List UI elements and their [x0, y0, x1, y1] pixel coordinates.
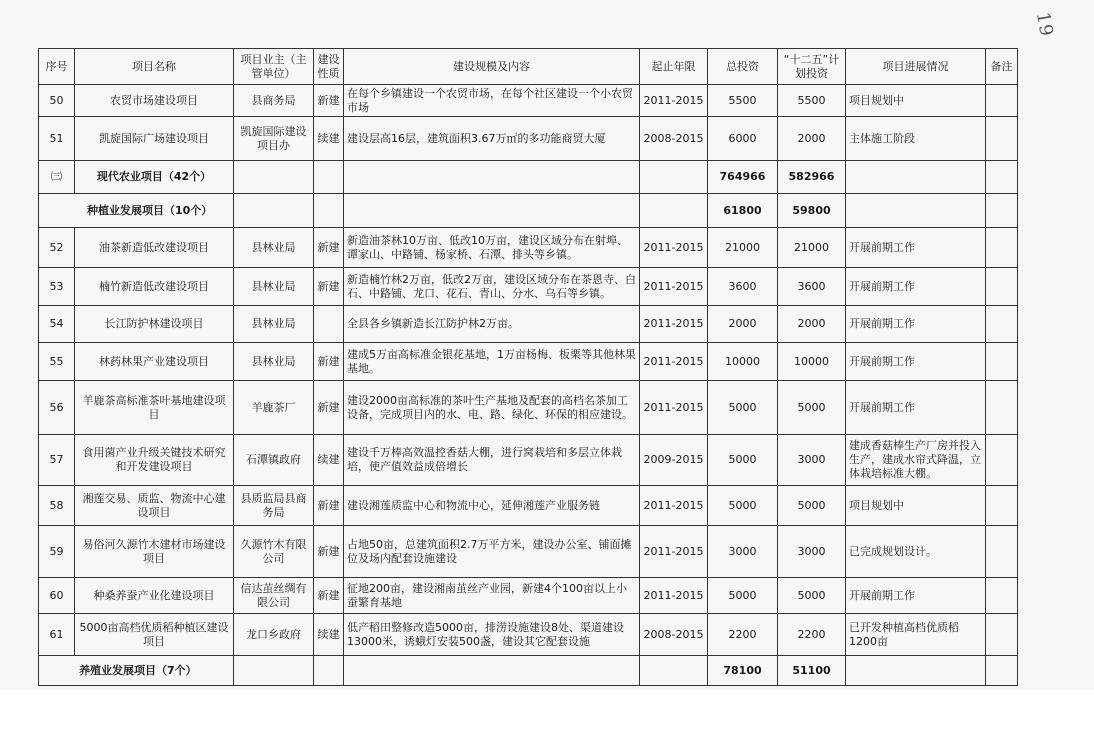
header-no: 序号 [39, 49, 75, 85]
table-row: 55 林药林果产业建设项目 县林业局 新建 建成5万亩高标准金银花基地，1万亩杨梅、板栗等其他林果基地。 2011-2015 10000 10000 开展前期工作 [39, 343, 1018, 381]
project-table [38, 48, 1018, 686]
section-row: ㈢ 现代农业项目（42个） 764966 582966 [39, 161, 1018, 194]
table-row: 54 长江防护林建设项目 县林业局 全县各乡镇新造长江防护林2万亩。 2011-2015 2000 2000 开展前期工作 [39, 306, 1018, 343]
table-row: 56 羊鹿茶高标准茶叶基地建设项目 羊鹿茶厂 新建 建设2000亩高标准的茶叶生产基地及配套的高档名茶加工设备，完成项目内的水、电、路、绿化、环保的相应建设。 2011-2015 5000 5000 开展前期工作 [39, 381, 1018, 435]
table-row: 52 油茶新造低改建设项目 县林业局 新建 新造油茶林10万亩、低改10万亩，建设区域分布在射埠、谭家山、中路铺、杨家桥、石潭、排头等乡镇。 2011-2015 21000 21000 开展前期工作 [39, 228, 1018, 268]
table-row: 57 食用菌产业升级关键技术研究和开发建设项目 石潭镇政府 续建 建设千万棒高效温控香菇大棚，进行窝栽培和多层立体栽培，使产值效益成倍增长 2009-2015 5000 3000 建成香菇棒生产厂房并投入生产，建成水帘式降温，立体栽培标准大棚。 [39, 435, 1018, 486]
header-total: 总投资 [708, 49, 778, 85]
header-progress: 项目进展情况 [846, 49, 986, 85]
header-owner: 项目业主（主管单位） [234, 49, 314, 85]
table-row: 59 易俗河久源竹木建材市场建设项目 久源竹木有限公司 新建 占地50亩，总建筑面积2.7万平方米，建设办公室、铺面摊位及场内配套设施建设 2011-2015 3000 3000 已完成规划设计。 [39, 526, 1018, 578]
header-plan: “十二五”计划投资 [778, 49, 846, 85]
table-row: 50 农贸市场建设项目 县商务局 新建 在每个乡镇建设一个农贸市场，在每个社区建设一个小农贸市场 2011-2015 5500 5500 项目规划中 [39, 85, 1018, 117]
subsection-row: 种植业发展项目（10个） 61800 59800 [39, 194, 1018, 228]
header-row [39, 49, 1018, 85]
table-row: 53 楠竹新造低改建设项目 县林业局 新建 新造楠竹林2万亩，低改2万亩，建设区域分布在茶恩寺、白石、中路铺、龙口、花石、青山、分水、乌石等乡镇。 2011-2015 3600 3600 开展前期工作 [39, 268, 1018, 306]
header-remark: 备注 [986, 49, 1018, 85]
table-row: 51 凯旋国际广场建设项目 凯旋国际建设项目办 续建 建设层高16层，建筑面积3.67万㎡的多功能商贸大厦 2008-2015 6000 2000 主体施工阶段 [39, 117, 1018, 161]
table-row: 61 5000亩高档优质稻种植区建设项目 龙口乡政府 续建 低产稻田整修改造5000亩，排涝设施建设8处、渠道建设13000米，诱蛾灯安装500盏，建设其它配套设施 2008-2015 2200 2200 已开发种植高档优质稻1200亩 [39, 614, 1018, 656]
header-nature: 建设性质 [314, 49, 344, 85]
header-period: 起止年限 [640, 49, 708, 85]
subsection-row: 养殖业发展项目（7个） 78100 51100 [39, 656, 1018, 686]
table-row: 60 种桑养蚕产业化建设项目 信达茧丝绸有限公司 新建 征地200亩，建设湘南茧丝产业园，新建4个100亩以上小蚕繁育基地 2011-2015 5000 5000 开展前期工作 [39, 578, 1018, 614]
page-number: 19 [1031, 10, 1057, 39]
table-row: 58 湘莲交易、质监、物流中心建设项目 县质监局县商务局 新建 建设湘莲质监中心和物流中心，延伸湘莲产业服务链 2011-2015 5000 5000 项目规划中 [39, 486, 1018, 526]
header-scope: 建设规模及内容 [344, 49, 640, 85]
header-name: 项目名称 [75, 49, 234, 85]
